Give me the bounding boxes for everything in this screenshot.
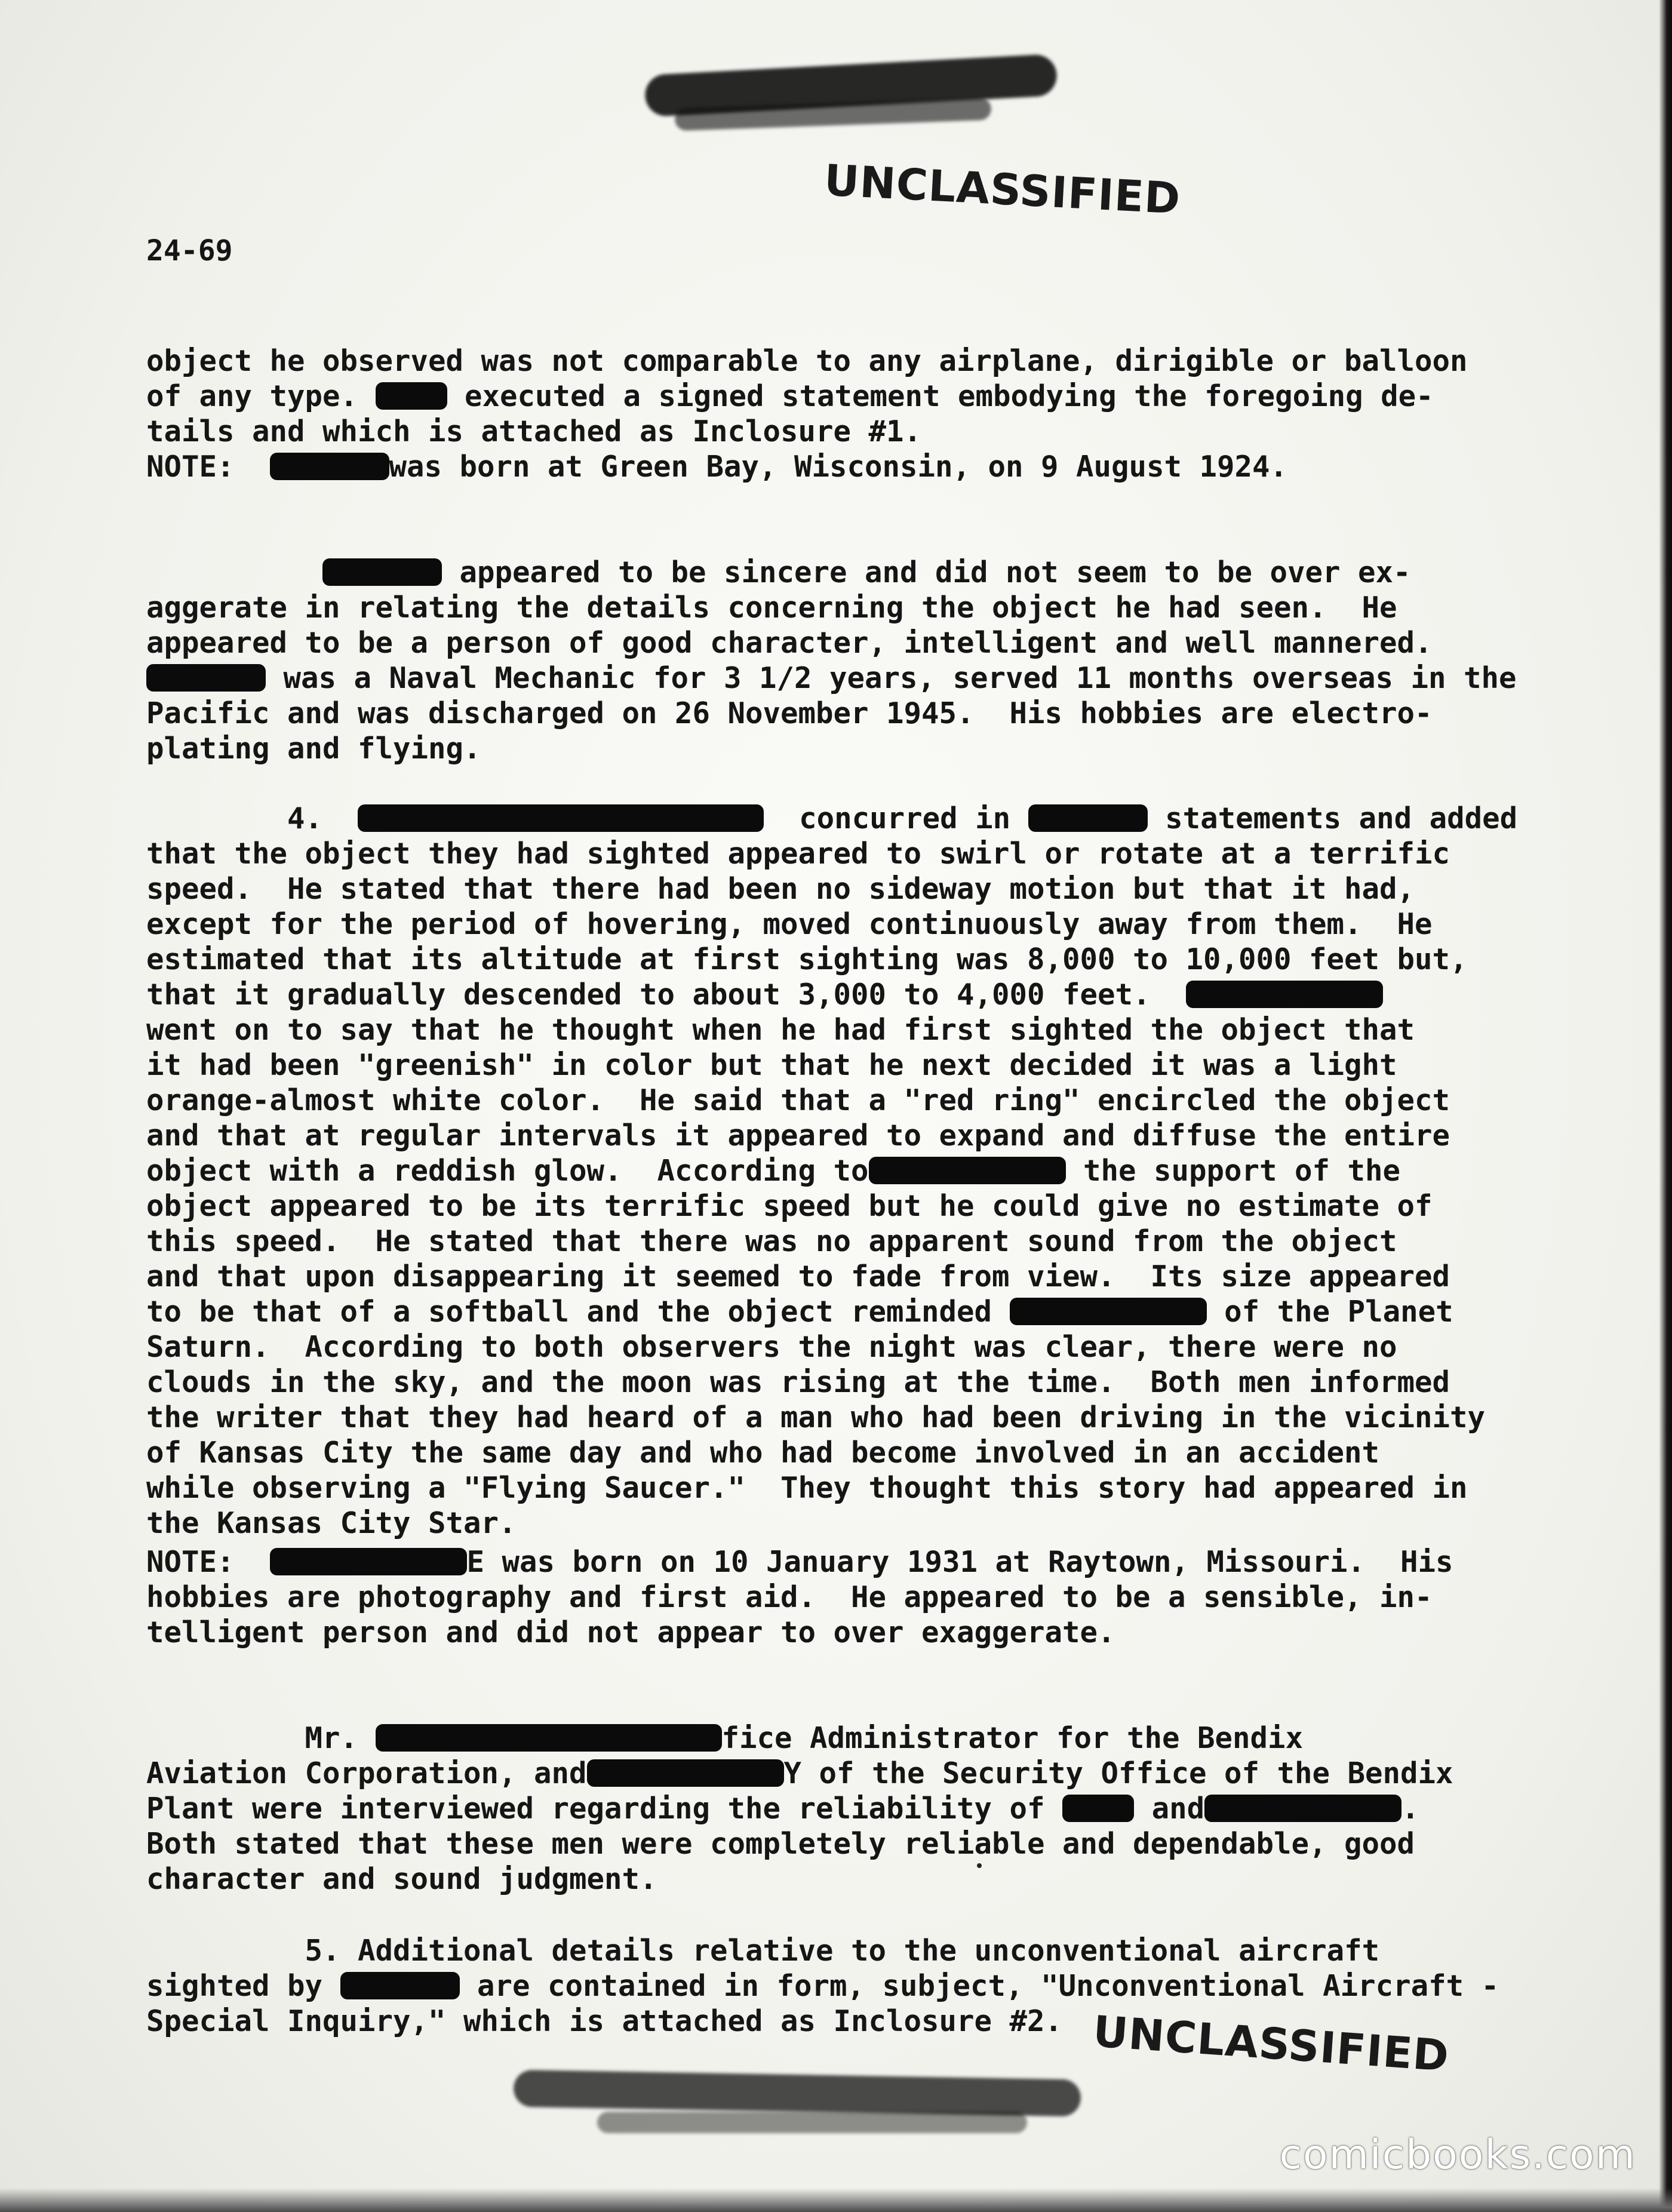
p4-line-15a: to be that of a softball and the object reminded bbox=[146, 1295, 992, 1329]
p4-line-16: Saturn. According to both observers the night was clear, there were no bbox=[146, 1330, 1397, 1364]
p4-line-3: speed. He stated that there had been no sideway motion but that it had, bbox=[146, 872, 1415, 906]
p4-line-13: this speed. He stated that there was no apparent sound from the object bbox=[146, 1224, 1397, 1258]
redaction bbox=[358, 804, 764, 832]
p4-line-18: the writer that they had heard of a man who had been driving in the vicinity bbox=[146, 1400, 1486, 1434]
note-2-line-1: E was born on 10 January 1931 at Raytown, Missouri. His bbox=[466, 1545, 1453, 1579]
p5-line-1: Additional details relative to the unconventional aircraft bbox=[358, 1934, 1380, 1968]
redaction bbox=[270, 453, 389, 480]
admin-line-3b: and bbox=[1151, 1792, 1205, 1826]
p4-line-5: estimated that its altitude at first sighting was 8,000 to 10,000 feet but, bbox=[146, 942, 1468, 976]
p2-line-6: plating and flying. bbox=[146, 732, 481, 766]
p4-line-17: clouds in the sky, and the moon was rising at the time. Both men informed bbox=[146, 1365, 1450, 1399]
classification-redaction-bottom bbox=[514, 2070, 1081, 2117]
unclassified-stamp-top: UNCLASSIFIED bbox=[823, 155, 1182, 224]
p4-line-15b: of the Planet bbox=[1224, 1295, 1453, 1329]
p4-line-1a: concurred in bbox=[799, 801, 1011, 835]
scan-edge-right bbox=[1659, 0, 1672, 2212]
p5-line-3: Special Inquiry," which is attached as Inclosure #2. bbox=[146, 2004, 1063, 2038]
p4-line-4: except for the period of hovering, moved continuously away from them. He bbox=[146, 907, 1433, 941]
p1-line-2b: executed a signed statement embodying the foregoing de- bbox=[465, 379, 1434, 413]
p5-line-2b: are contained in form, subject, "Unconventional Aircraft - bbox=[477, 1969, 1499, 2003]
admin-line-2a: Aviation Corporation, and bbox=[146, 1756, 587, 1790]
redaction bbox=[869, 1157, 1066, 1184]
p1-line-1: object he observed was not comparable to any airplane, dirigible or balloon bbox=[146, 344, 1468, 378]
p4-line-7: went on to say that he thought when he had first sighted the object that bbox=[146, 1013, 1415, 1047]
redaction bbox=[1062, 1795, 1134, 1822]
note-2-label: NOTE: bbox=[146, 1545, 235, 1579]
admin-line-1a: Mr. bbox=[305, 1721, 358, 1755]
p4-line-8: it had been "greenish" in color but that he next decided it was a light bbox=[146, 1048, 1397, 1082]
p4-line-11a: object with a reddish glow. According to bbox=[146, 1154, 869, 1188]
p4-number: 4. bbox=[287, 801, 323, 835]
redaction bbox=[1186, 981, 1383, 1008]
paragraph-admin bbox=[146, 1685, 1538, 1897]
classification-redaction-bottom-2 bbox=[597, 2112, 1027, 2133]
p4-line-21: the Kansas City Star. bbox=[146, 1506, 517, 1540]
note-1-label: NOTE: bbox=[146, 450, 235, 484]
p4-line-20: while observing a "Flying Saucer." They thought this story had appeared in bbox=[146, 1471, 1468, 1505]
p1-line-2a: of any type. bbox=[146, 379, 358, 413]
p2-line-3: appeared to be a person of good character, intelligent and well mannered. bbox=[146, 626, 1433, 660]
p4-line-2: that the object they had sighted appeared to swirl or rotate at a terrific bbox=[146, 837, 1450, 871]
note-1-text: was born at Green Bay, Wisconsin, on 9 August 1924. bbox=[389, 450, 1288, 484]
ink-dot bbox=[977, 1863, 982, 1868]
p2-line-1: appeared to be sincere and did not seem to be over ex- bbox=[459, 555, 1411, 589]
scan-edge-bottom bbox=[0, 2188, 1672, 2212]
admin-line-1b: fice Administrator for the Bendix bbox=[721, 1721, 1304, 1755]
p1-line-3: tails and which is attached as Inclosure #1. bbox=[146, 414, 922, 448]
note-1 bbox=[146, 449, 1538, 484]
redaction bbox=[376, 382, 447, 410]
p2-line-2: aggerate in relating the details concerning the object he had seen. He bbox=[146, 591, 1397, 625]
paragraph-2 bbox=[146, 520, 1538, 766]
redaction bbox=[322, 558, 442, 586]
redaction bbox=[1204, 1795, 1401, 1822]
document-number: 24-69 bbox=[146, 234, 233, 268]
p2-line-4: was a Naval Mechanic for 3 1/2 years, served 11 months overseas in the bbox=[283, 661, 1517, 695]
p5-number: 5. bbox=[305, 1934, 340, 1968]
p4-line-14: and that upon disappearing it seemed to fade from view. Its size appeared bbox=[146, 1259, 1450, 1294]
p4-line-1b: statements and added bbox=[1165, 801, 1518, 835]
paragraph-1 bbox=[146, 308, 1538, 449]
p4-line-6: that it gradually descended to about 3,000 to 4,000 feet. bbox=[146, 978, 1151, 1012]
p2-line-5: Pacific and was discharged on 26 November 1945. His hobbies are electro- bbox=[146, 696, 1433, 730]
redaction bbox=[146, 664, 266, 692]
note-2 bbox=[146, 1544, 1538, 1650]
p4-line-19: of Kansas City the same day and who had become involved in an accident bbox=[146, 1436, 1380, 1470]
unclassified-stamp-bottom: UNCLASSIFIED bbox=[1091, 2006, 1451, 2081]
watermark: comicbooks.com bbox=[1279, 2131, 1636, 2179]
admin-line-5: character and sound judgment. bbox=[146, 1862, 657, 1896]
admin-line-3a: Plant were interviewed regarding the reliability of bbox=[146, 1792, 1045, 1826]
note-2-line-3: telligent person and did not appear to over exaggerate. bbox=[146, 1615, 1115, 1649]
note-2-line-2: hobbies are photography and first aid. He appeared to be a sensible, in- bbox=[146, 1580, 1433, 1614]
admin-line-3c: . bbox=[1401, 1792, 1419, 1826]
p4-line-11b: the support of the bbox=[1083, 1154, 1401, 1188]
paragraph-5 bbox=[146, 1898, 1538, 2039]
paragraph-4 bbox=[146, 766, 1538, 1541]
redaction bbox=[376, 1724, 722, 1752]
redaction bbox=[270, 1548, 467, 1575]
p5-line-2a: sighted by bbox=[146, 1969, 323, 2003]
redaction bbox=[340, 1972, 460, 1999]
p4-line-9: orange-almost white color. He said that a "red ring" encircled the object bbox=[146, 1083, 1450, 1117]
admin-line-4: Both stated that these men were completely reliable and dependable, good bbox=[146, 1827, 1415, 1861]
p4-line-12: object appeared to be its terrific speed but he could give no estimate of bbox=[146, 1189, 1433, 1223]
redaction bbox=[1010, 1298, 1207, 1325]
p4-line-10: and that at regular intervals it appeared to expand and diffuse the entire bbox=[146, 1119, 1450, 1153]
redaction bbox=[587, 1759, 784, 1787]
admin-line-2b: Y of the Security Office of the Bendix bbox=[783, 1756, 1453, 1790]
redaction bbox=[1028, 804, 1148, 832]
